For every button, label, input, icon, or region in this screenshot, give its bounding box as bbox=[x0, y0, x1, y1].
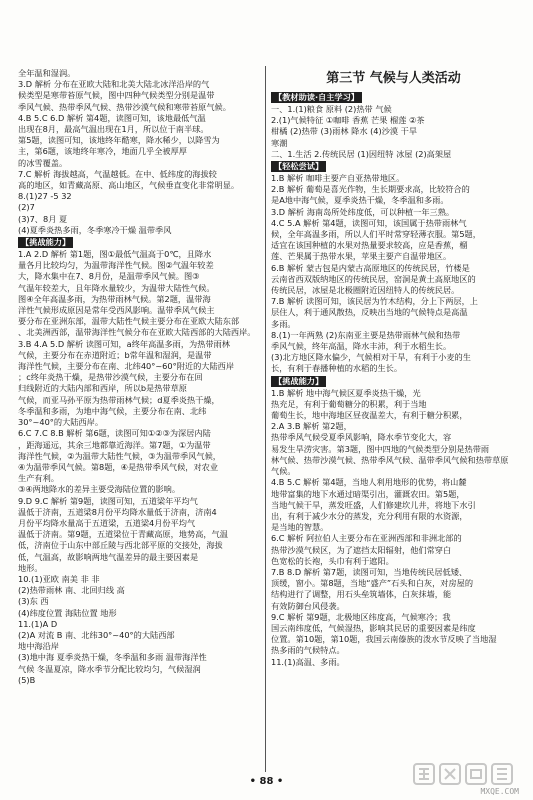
answer-line: 海洋性气候，主要分布在南、北纬40°~60°附近的大陆西岸 bbox=[18, 361, 235, 372]
answer-line: 11.(1)高温、多雨。 bbox=[271, 656, 345, 667]
answer-line: 低，气温高，故影响两地气温差异的最主要因素是 bbox=[18, 551, 199, 562]
answer-line: 11.(1)A D bbox=[18, 618, 58, 629]
answer-line: 地中海沿岸 bbox=[18, 641, 59, 652]
answer-line: 高的地区，如青藏高原、高山地区，气候垂直变化非常明显。 bbox=[18, 180, 240, 191]
answer-line: 一、1.(1)粮食 原料 (2)热带 气候 bbox=[271, 104, 392, 114]
section-header bbox=[18, 236, 261, 249]
answer-line: 要分布在亚洲东部，温带大陆性气候主要分布在亚欧大陆东部 bbox=[18, 316, 240, 327]
answer-line: 6.C 7.C 8.B 解析 第6题，读图可知①②③为深居内陆 bbox=[18, 428, 211, 439]
answer-line: 季风气候，终年高温，降水丰沛，利于水稻生长。 bbox=[271, 341, 452, 352]
answer-line: 4.B 5.C 6.D 解析 第4题，读图可知，该地最低气温 bbox=[18, 112, 206, 123]
answer-line: 10.(1)亚欧 南美 非 非 bbox=[18, 573, 100, 584]
answer-line: 国云南纬度低，气候湿热，影响其民居的重要因素是纬度 bbox=[271, 622, 476, 633]
answer-line: (4)纬度位置 海陆位置 地形 bbox=[18, 607, 117, 618]
section-header bbox=[271, 375, 516, 388]
answer-line: 候类型是寒带苔原气候，图中四种气候类型分别是温带 bbox=[18, 90, 215, 101]
answer-line: 顶缓，窗小。第8题，当地“盛产”石头和白灰，对房屋的 bbox=[271, 578, 474, 589]
answer-line: (3)北方地区降水偏少，气候相对干旱，有利于小麦的生 bbox=[271, 352, 471, 363]
answer-line: 图④全年高温多雨，为热带雨林气候。第2题，温带海 bbox=[18, 293, 211, 304]
answer-line: 气温年较差大，且年降水量较少，为温带大陆性气候。 bbox=[18, 282, 215, 293]
answer-line: 是A地中海气候，夏季炎热干燥，冬季温和多雨。 bbox=[271, 195, 449, 206]
answer-line: 全年温和湿润。 bbox=[18, 68, 76, 78]
answer-line: 4.C 5.A 解析 第4题，读图可知，该国属于热带雨林气 bbox=[271, 217, 467, 228]
answer-line: 第5题，读图可知，该地终年酷寒，降水稀少，以降雪为 bbox=[18, 135, 220, 146]
answer-line: 3.D 解析 分布在亚欧大陆和北美大陆北冰洋沿岸的气 bbox=[18, 79, 210, 90]
answer-line: (2)热带雨林 南、北回归线 高 bbox=[18, 585, 125, 596]
section-header-label: 【挑战能力】 bbox=[18, 237, 73, 248]
answer-line: 色宽松的长袍，头巾有利于遮阳。 bbox=[271, 555, 394, 566]
section-title: 第三节 气候与人类活动 bbox=[326, 71, 461, 86]
answer-line: 气候，主要分布在赤道附近；b常年温和湿润，是温带 bbox=[18, 349, 212, 360]
section-header bbox=[271, 160, 516, 173]
answer-line: 海洋性气候，②为温带大陆性气候，③为温带季风气候， bbox=[18, 450, 221, 461]
answer-line: 归线附近的大陆内部和西岸，所以b是热带草原 bbox=[18, 383, 187, 394]
answer-line: 温低于济南。第9题，五道梁位于青藏高原，地势高，气温 bbox=[18, 529, 228, 540]
left-answer-column bbox=[18, 68, 261, 686]
answer-line: 大，降水集中在7、8月份，是温带季风气候。图③ bbox=[18, 271, 200, 282]
section-header bbox=[271, 91, 516, 104]
answer-line: 林气候、热带沙漠气候、热带季风气候、温带季风气候和热带草原 bbox=[271, 454, 509, 465]
answer-line: 气候。 bbox=[271, 466, 296, 477]
section-header-label: 【教材助读·自主学习】 bbox=[271, 92, 362, 103]
answer-line: 热带季风气候受夏季风影响，降水季节变化大，容 bbox=[271, 432, 452, 443]
answer-line: 易发生旱涝灾害。第3题，图中四地的气候类型分别是热带雨 bbox=[271, 443, 490, 454]
answer-line: 3.B 4.A 5.D 解析 读图可知，a终年高温多雨，为热带雨林 bbox=[18, 338, 230, 349]
answer-line: 8.(1)27 -5 32 bbox=[18, 191, 72, 202]
answer-line: 当地气候干旱，蒸发旺盛，人们修建坎儿井，将地下水引 bbox=[271, 499, 476, 510]
answer-line: 1.A 2.D 解析 第1题，图①最低气温高于0℃，且降水 bbox=[18, 249, 212, 260]
answer-line: (2)A 对流 B 南、北纬30°~40°的大陆西部 bbox=[18, 629, 175, 640]
answer-line: 葡萄生长，地中海地区昼夜温差大，有利于糖分积累， bbox=[271, 410, 468, 421]
answer-line: 结构进行了调整，用石头垒筑墙体，白灰抹墙，能 bbox=[271, 589, 452, 600]
answer-line: 、北美洲西部，温带海洋性气候分布在亚欧大陆西部的大陆西岸。 bbox=[18, 327, 256, 338]
answer-line: 3.D 解析 海南岛所处纬度低，可以种植一年三熟。 bbox=[271, 206, 455, 217]
answer-line: 6.B 解析 蒙古包是内蒙古高原地区的传统民居，竹楼是 bbox=[271, 262, 470, 273]
watermark-url: MXQE.COM bbox=[480, 787, 519, 796]
answer-line: (3)地中海 夏季炎热干燥，冬季温和多雨 温带海洋性 bbox=[18, 652, 207, 663]
answer-line: 9.C 解析 第9题，北极地区纬度高，气候寒冷；我 bbox=[271, 611, 451, 622]
answer-line: ，距海遥远，其余三地都靠近海洋。第7题，①为温带 bbox=[18, 439, 211, 450]
answer-line: 层住人，利于通风散热，反映出当地的气候特点是高温 bbox=[271, 307, 468, 318]
answer-line: (2)7 bbox=[18, 202, 35, 213]
answer-line: 9.D 9.C 解析 第9题，读图可知，五道梁年平均气 bbox=[18, 495, 198, 506]
answer-line: 云南省西双版纳地区的传统民居，窑洞是黄土高原地区的 bbox=[271, 273, 476, 284]
column-divider bbox=[265, 66, 266, 772]
answer-line: 寒潮 bbox=[271, 137, 288, 148]
right-answer-lines bbox=[271, 91, 516, 668]
answer-line: 2.(1)气候特征 ①咖啡 香蕉 芒果 榴莲 ②茶 bbox=[271, 115, 425, 126]
answer-line: 的冰雪覆盖。 bbox=[18, 157, 68, 168]
answer-line: 4.B 5.C 解析 第4题，当地人利用地形的优势，将山麓 bbox=[271, 477, 467, 488]
answer-line: 莲、芒果属于热带水果，苹果主要产自温带地区。 bbox=[271, 251, 452, 262]
answer-line: 出，有利于减少水分的蒸发，充分利用有限的水资源， bbox=[271, 510, 468, 521]
answer-line: 适宜在该国种植的水果对热量要求较高，应是香蕉，榴 bbox=[271, 240, 468, 251]
answer-line: 热充足，有利于葡萄糖分的积累，利于当地 bbox=[271, 398, 427, 409]
answer-line: 有效防御台风侵袭。 bbox=[271, 600, 345, 611]
section-header-label: 【轻松尝试】 bbox=[271, 161, 326, 172]
answer-line: 温低于济南，五道梁8月份平均降水量低于济南，济南4 bbox=[18, 506, 217, 517]
answer-line: (4)夏季炎热多雨，冬季寒冷干燥 温带季风 bbox=[18, 224, 172, 235]
section-header-label: 【挑战能力】 bbox=[271, 376, 326, 387]
answer-line: ④为温带季风气候。第8题，④是热带季风气候，对农业 bbox=[18, 461, 219, 472]
answer-line: (5)B bbox=[18, 674, 36, 685]
answer-line: 是当地的智慧。 bbox=[271, 522, 329, 533]
answer-line: 生产有利。 bbox=[18, 473, 59, 484]
answer-line: 地带富集的地下水通过暗渠引出，灌溉农田。第5题， bbox=[271, 488, 465, 499]
answer-line: 候，全年高温多雨，所以人们平时常穿轻薄衣服。第5题， bbox=[271, 229, 481, 240]
answer-line: 传统民居，冰屋是北极圈附近因纽特人的传统民居。 bbox=[271, 285, 460, 296]
right-answer-column bbox=[271, 68, 516, 668]
answer-line: 1.B 解析 咖啡主要产自亚热带地区。 bbox=[271, 173, 405, 184]
answer-line: 热带沙漠气候区，为了遮挡太阳辐射，他们常穿白 bbox=[271, 544, 452, 555]
answer-line: 气候，而亚马孙平原为热带雨林气候；d夏季炎热干燥， bbox=[18, 394, 220, 405]
answer-line: 30°~40°的大陆西岸。 bbox=[18, 417, 104, 428]
answer-line: 2.B 解析 葡萄是喜光作物，生长期要求高，比较符合的 bbox=[271, 184, 470, 195]
answer-line: 6.C 解析 阿拉伯人主要分布在亚洲西部和非洲北部的 bbox=[271, 533, 462, 544]
answer-line: 气候 冬温夏凉，降水季节分配比较均匀，气候湿润 bbox=[18, 663, 201, 674]
answer-line: 位置。第10题，第10题，我国云南傣族的泼水节反映了当地湿 bbox=[271, 634, 497, 645]
answer-line: 主，第6题，该地终年寒冷，地面几乎全被厚厚 bbox=[18, 146, 187, 157]
answer-line: 热多雨的气候特点。 bbox=[271, 645, 345, 656]
answer-line: 7.C 解析 海拔越高，气温越低。在中、低纬度的海拔较 bbox=[18, 168, 217, 179]
page-number: • 88 • bbox=[249, 776, 284, 787]
answer-line: 柑橘 (2)热带 (3)雨林 降水 (4)沙漠 干旱 bbox=[271, 126, 418, 137]
answer-line: 量各月比较均匀，为温带海洋性气候。图②气温年较差 bbox=[18, 260, 214, 271]
answer-line: 7.B 解析 读图可知，该民居为竹木结构，分上下两层，上 bbox=[271, 296, 478, 307]
answer-line: (3)东 西 bbox=[18, 596, 49, 607]
answer-line: 洋性气候形成原因是常年受西风影响。温带季风气候主 bbox=[18, 305, 215, 316]
answer-line: 长，有利于春播种植的水稻的生长。 bbox=[271, 363, 403, 374]
answer-line: 1.B 解析 地中海气候区夏季炎热干燥，光 bbox=[271, 387, 421, 398]
answer-line: 出现在8月，最高气温出现在1月，所以位于南半球。 bbox=[18, 124, 209, 135]
answer-line: ；c终年炎热干燥，是热带沙漠气候，主要分布在回 bbox=[18, 372, 203, 383]
answer-line: 二、1.生活 2.传统民居 (1)因纽特 冰屋 (2)高架屋 bbox=[271, 148, 452, 159]
answer-line: (3)7、8月 夏 bbox=[18, 213, 68, 224]
answer-line: 地形。 bbox=[18, 562, 43, 573]
answer-line: 季风气候、热带季风气候、热带沙漠气候和寒带苔原气候。 bbox=[18, 101, 231, 112]
answer-line: ③④两地降水的差异主要受海陆位置的影响。 bbox=[18, 484, 181, 495]
answer-line: 低，济南位于山东中部丘陵与西北部平原的交接处，海拔 bbox=[18, 540, 223, 551]
answer-line: 多雨。 bbox=[271, 318, 296, 329]
answer-line: 7.B 8.D 解析 第7题，读图可知，当地传统民居低矮、 bbox=[271, 566, 468, 577]
answer-line: 2.A 3.B 解析 第2题， bbox=[271, 421, 352, 432]
answer-line: 8.(1)一年两熟 (2)东南亚主要是热带雨林气候和热带 bbox=[271, 329, 461, 340]
answer-line: 月份平均降水量高于五道梁，五道梁4月份平均气 bbox=[18, 517, 196, 528]
answer-line: 冬季温和多雨，为地中海气候，主要分布在南、北纬 bbox=[18, 405, 207, 416]
